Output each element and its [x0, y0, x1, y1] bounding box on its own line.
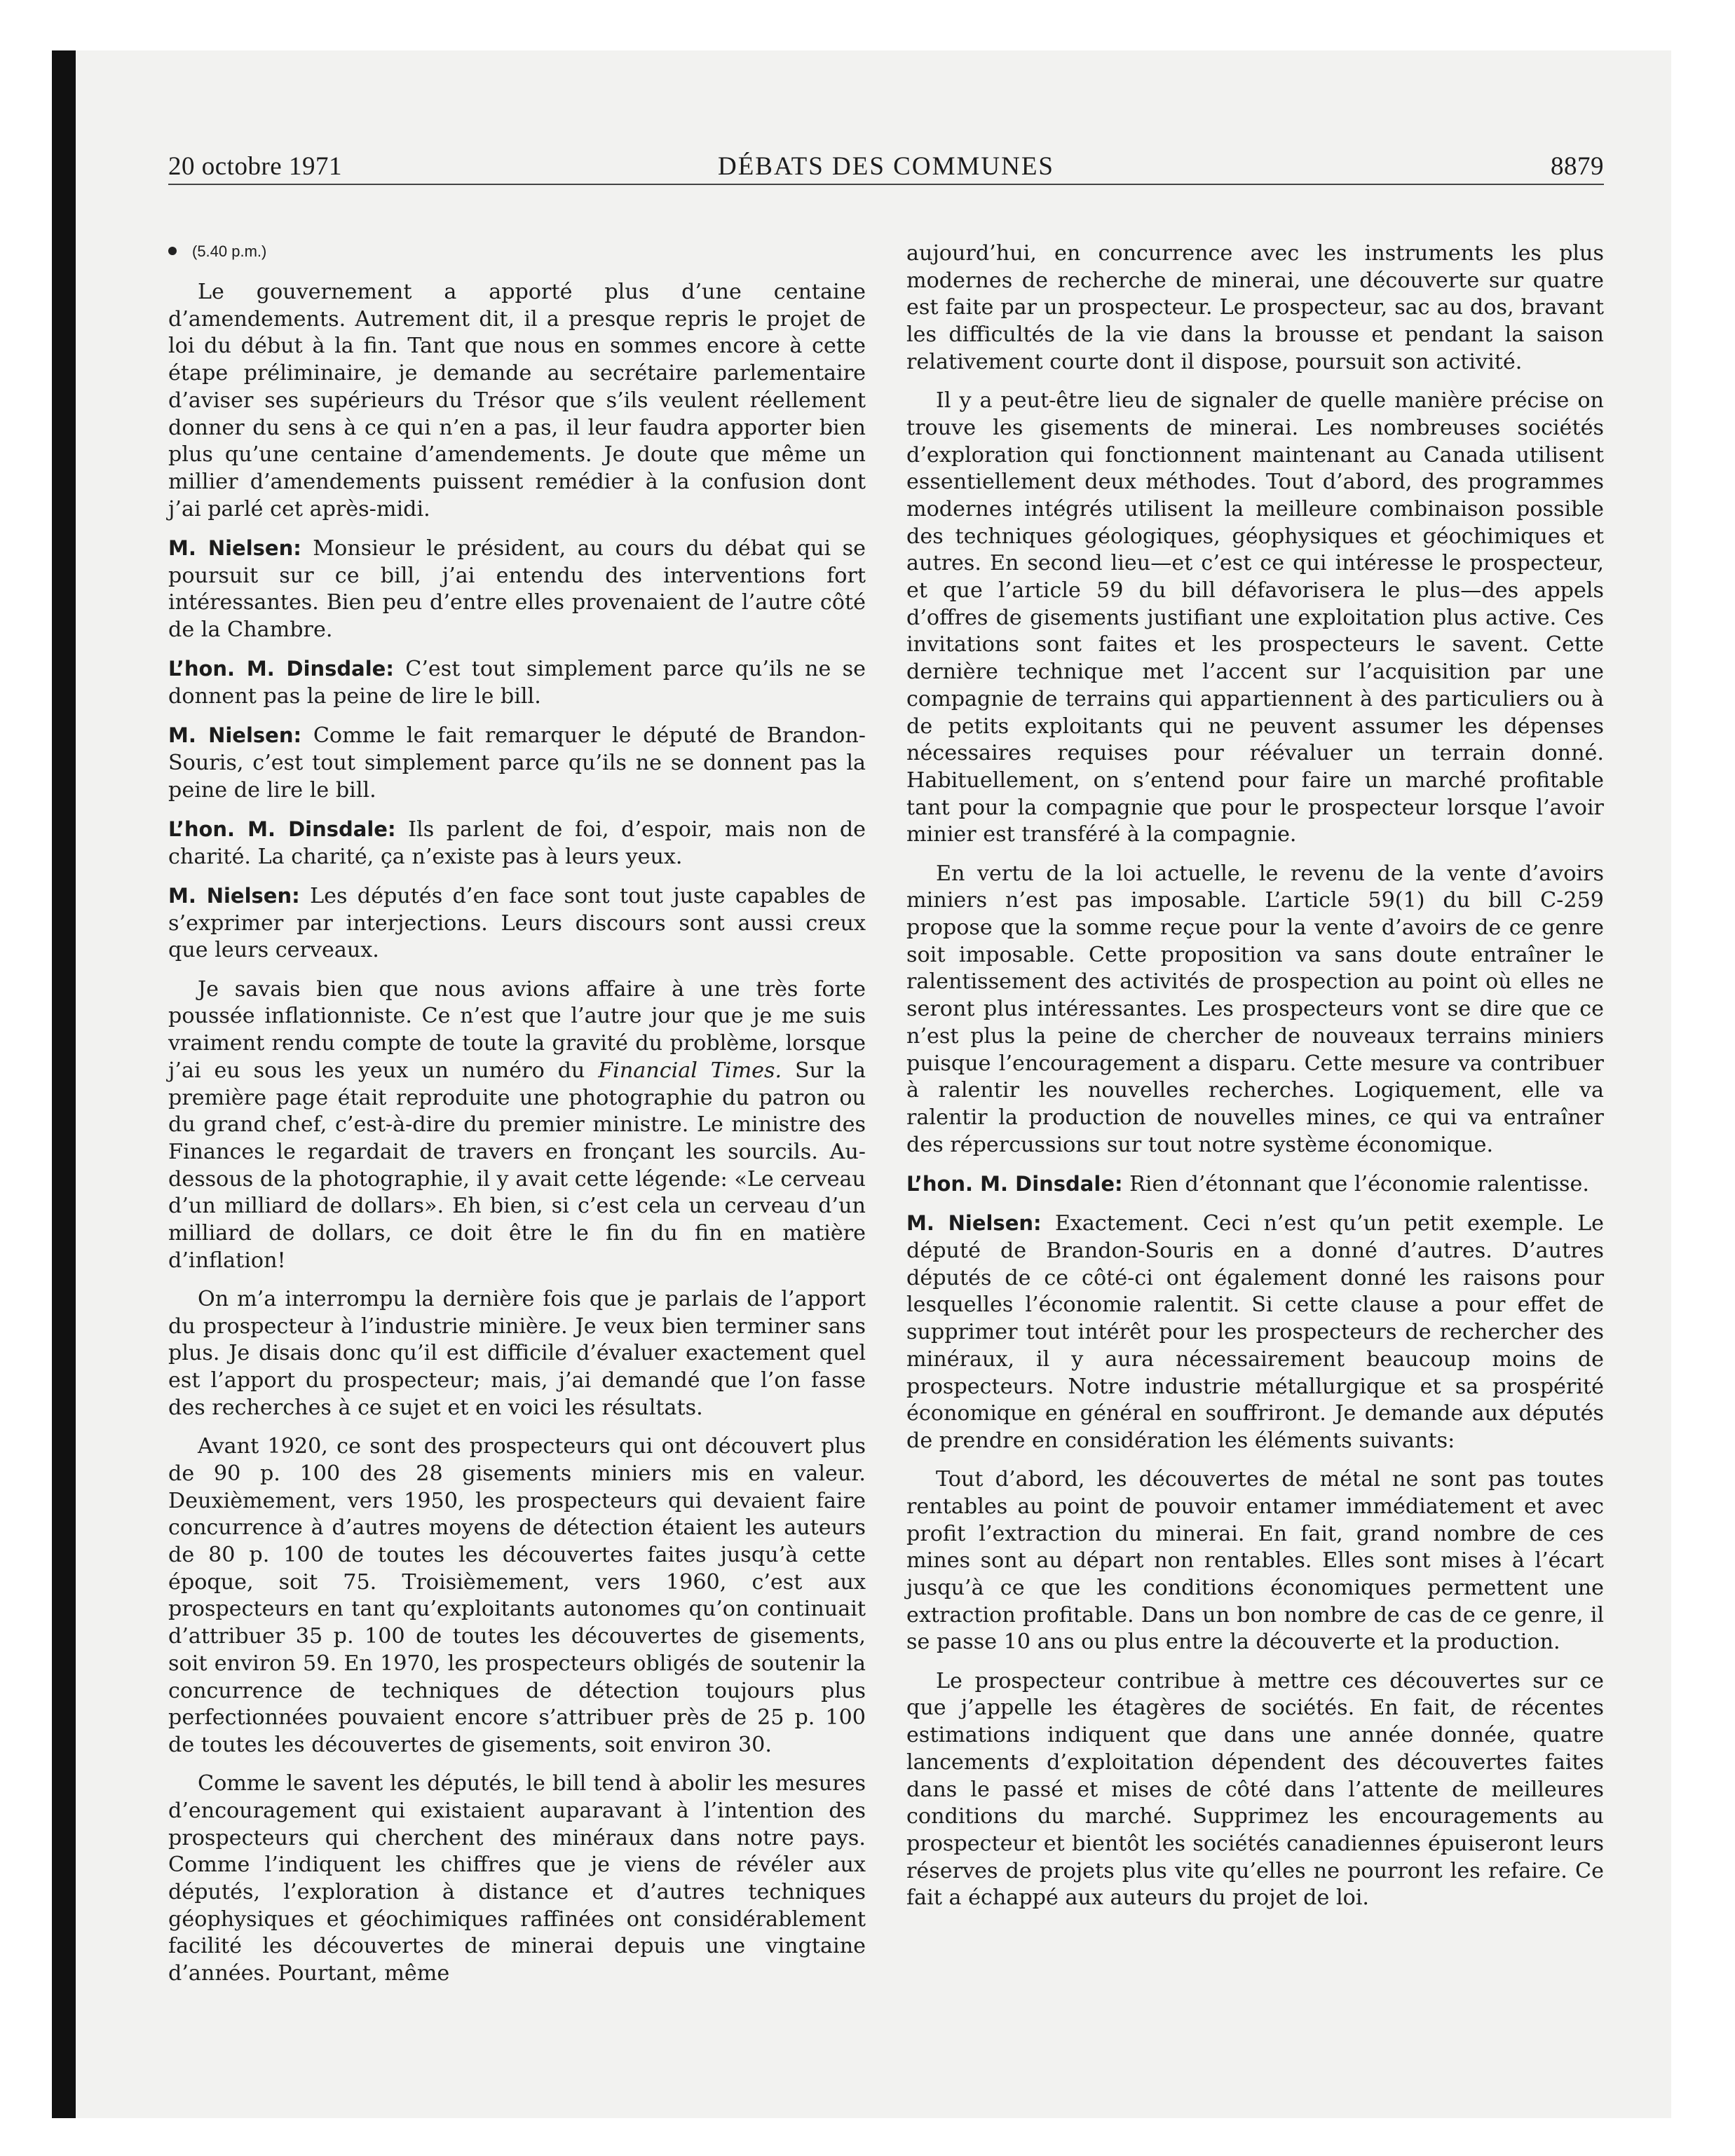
- speech-text: Rien d’étonnant que l’économie ralentisse.: [1122, 1171, 1590, 1196]
- time-marker-text: (5.40 p.m.): [192, 243, 267, 260]
- paragraph-text: Sur la première page était reproduite une photographie du patron ou du grand chef, c’est-à-dire du premier ministre. Le ministre des Finances le regardait de travers en fronçant les sourcils. Au-dessous de la photographie, il y avait cette légende: «Le cerveau d’un milliard de dollars». Eh bien, si c’est cela un cerveau d’un milliard de dollars, ce doit être le fin du fin en matière d’inflation!: [168, 1058, 866, 1273]
- speech-text: Ils parlent de foi, d’espoir, mais non de charité. La charité, ça n’existe pas à leurs yeux.: [168, 817, 866, 869]
- speech: [168, 722, 866, 804]
- paragraph: aujourd’hui, en concurrence avec les instruments les plus modernes de recherche de minerai, une découverte sur quatre est faite par un prospecteur. Le prospecteur, sac au dos, bravant les difficultés de la vie dans la brousse et pendant la saison relativement courte dont il dispose, poursuit son activité.: [906, 241, 1604, 374]
- speaker-name: M. Nielsen:: [168, 884, 300, 908]
- speaker-name: L’hon. M. Dinsdale:: [168, 817, 396, 842]
- bullet-icon: [168, 247, 177, 255]
- speaker-name: L’hon. M. Dinsdale:: [168, 657, 394, 681]
- speech-text: Comme le fait remarquer le député de Brandon-Souris, c’est tout simplement parce qu’ils ne se donnent pas la peine de lire le bill.: [168, 723, 866, 803]
- speech: [906, 1210, 1604, 1454]
- page-number: 8879: [1551, 152, 1604, 181]
- paragraph: Le gouvernement a apporté plus d’une centaine d’amendements. Autrement dit, il a presque repris le projet de loi du début à la fin. Tant que nous en sommes encore à cette étape préliminaire, je demande au secrétaire parlementaire d’aviser ses supérieurs du Trésor que s’ils veulent réellement donner du sens à ce qui n’en a pas, il leur faudra apporter bien plus qu’une centaine d’amendements. Je doute que même un millier d’amendements puissent remédier à la confusion dont j’ai parlé cet après-midi.: [168, 280, 866, 521]
- publication-title: DÉBATS DES COMMUNES: [717, 152, 1054, 181]
- speech-text: Exactement. Ceci n’est qu’un petit exemple. Le député de Brandon-Souris en a donné d’autres. D’autres députés de ce côté-ci ont également donné les raisons pour lesquelles l’économie ralentit. Si cette clause a pour effet de supprimer tout intérêt pour les prospecteurs de rechercher des minéraux, il y aura nécessairement beaucoup moins de prospecteurs. Notre industrie métallurgique et sa prospérité économique en général en souffriront. Je demande aux députés de prendre en considération les éléments suivants:: [906, 1211, 1605, 1453]
- paragraph: On m’a interrompu la dernière fois que je parlais de l’apport du prospecteur à l’industrie minière. Je veux bien terminer sans plus. Je disais donc qu’il est difficile d’évaluer exactement quel est l’apport du prospecteur; mais, j’ai demandé que l’on fasse des recherches à ce sujet et en voici les résultats.: [168, 1287, 866, 1420]
- left-column: [168, 238, 866, 1999]
- speech-text: C’est tout simplement parce qu’ils ne se donnent pas la peine de lire le bill.: [168, 657, 866, 709]
- page-date: 20 octobre 1971: [168, 152, 342, 181]
- speech-text: Monsieur le président, au cours du débat qui se poursuit sur ce bill, j’ai entendu des interventions fort intéressantes. Bien peu d’entre elles provenaient de l’autre côté de la Chambre.: [168, 535, 866, 643]
- speaker-name: L’hon. M. Dinsdale:: [906, 1171, 1123, 1196]
- speech: [168, 655, 866, 710]
- paragraph: Il y a peut-être lieu de signaler de quelle manière précise on trouve les gisements de minerai. Les nombreuses sociétés d’exploration qui fonctionnent maintenant au Canada utilisent essentiellement deux méthodes. Tout d’abord, des programmes modernes intégrés utilisent la meilleure combinaison possible des techniques géologiques, géophysiques et géochimiques et autres. En second lieu—et c’est ce qui intéresse le prospecteur, et que l’article 59 du bill défavorisera le plus—des appels d’offres de gisements justifiant une exploitation plus active. Ces invitations sont faites et les prospecteurs le savent. Cette dernière technique met l’accent sur l’acquisition par une compagnie de terrains qui appartiennent à des particuliers ou à de petits exploitants qui ne peuvent assumer les dépenses nécessaires requises pour réévaluer un terrain donné. Habituellement, on s’entend pour faire un marché profitable tant pour la compagnie que pour le prospecteur lorsque l’avoir minier est transféré à la compagnie.: [906, 388, 1604, 847]
- paragraph: [168, 976, 866, 1275]
- publication-name: Financial Times.: [598, 1058, 782, 1083]
- speech: [168, 535, 866, 644]
- speaker-name: M. Nielsen:: [168, 723, 302, 748]
- speech: [168, 816, 866, 871]
- right-column: [906, 240, 1604, 1924]
- paragraph: Comme le savent les députés, le bill tend à abolir les mesures d’encouragement qui existaient auparavant à l’intention des prospecteurs qui cherchent des minéraux dans notre pays. Comme l’indiquent les chiffres que je viens de révéler aux députés, l’exploration à distance et d’autres techniques géophysiques et géochimiques raffinées ont considérablement facilité les découvertes de minerai depuis une vingtaine d’années. Pourtant, même: [168, 1771, 866, 1986]
- paragraph: En vertu de la loi actuelle, le revenu de la vente d’avoirs miniers n’est pas imposable. L’article 59(1) du bill C-259 propose que la somme reçue pour la vente d’avoirs de ce genre soit imposable. Cette proposition va sans doute entraîner le ralentissement des activités de prospection au point où elles ne seront plus intéressantes. Les prospecteurs vont se dire que ce n’est plus la peine de chercher de nouveaux terrains miniers puisque l’encouragement a disparu. Cette mesure va contribuer à ralentir les nouvelles recherches. Logiquement, elle va ralentir la production de nouvelles mines, ce qui va entraîner des répercussions sur tout notre système économique.: [906, 861, 1604, 1157]
- page-header: [168, 150, 1604, 185]
- speech: [906, 1171, 1604, 1199]
- time-marker: [168, 241, 866, 262]
- speech: [168, 882, 866, 964]
- paragraph: Tout d’abord, les découvertes de métal ne sont pas toutes rentables au point de pouvoir entamer immédiatement et avec profit l’extraction du minerai. En fait, grand nombre de ces mines sont au départ non rentables. Elles sont mises à l’écart jusqu’à ce que les conditions économiques permettent une extraction profitable. Dans un bon nombre de cas de ce genre, il se passe 10 ans ou plus entre la découverte et la production.: [906, 1467, 1604, 1655]
- paragraph-text: Je savais bien que nous avions affaire à une très forte poussée inflationniste. Ce n’est que l’autre jour que je me suis vraiment rendu compte de toute la gravité du problème, lorsque j’ai eu sous les yeux un numéro du: [168, 976, 866, 1083]
- paragraph: Le prospecteur contribue à mettre ces découvertes sur ce que j’appelle les étagères de sociétés. En fait, de récentes estimations indiquent que dans une année donnée, quatre lancements d’exploitation dépendent des découvertes faites dans le passé et mises de côté dans l’attente de meilleures conditions du marché. Supprimez les encouragements au prospecteur et bientôt les sociétés canadiennes épuiseront leurs réserves de projets plus vite qu’elles ne pourront les refaire. Ce fait a échappé aux auteurs du projet de loi.: [906, 1668, 1604, 1911]
- speech-text: Les députés d’en face sont tout juste capables de s’exprimer par interjections. Leurs discours sont aussi creux que leurs cerveaux.: [168, 884, 866, 963]
- speaker-name: M. Nielsen:: [906, 1211, 1042, 1236]
- paragraph: Avant 1920, ce sont des prospecteurs qui ont découvert plus de 90 p. 100 des 28 gisements miniers mis en valeur. Deuxièmement, vers 1950, les prospecteurs qui devaient faire concurrence à d’autres moyens de détection étaient les auteurs de 80 p. 100 de toutes les découvertes faites jusqu’à cette époque, soit 75. Troisièmement, vers 1960, c’est aux prospecteurs en tant qu’exploitants autonomes qu’on continuait d’attribuer 35 p. 100 de toutes les découvertes de gisements, soit environ 59. En 1970, les prospecteurs obligés de soutenir la concurrence de techniques de détection toujours plus perfectionnées pouvaient encore s’attribuer près de 25 p. 100 de toutes les découvertes de gisements, soit environ 30.: [168, 1434, 866, 1757]
- speaker-name: M. Nielsen:: [168, 535, 301, 560]
